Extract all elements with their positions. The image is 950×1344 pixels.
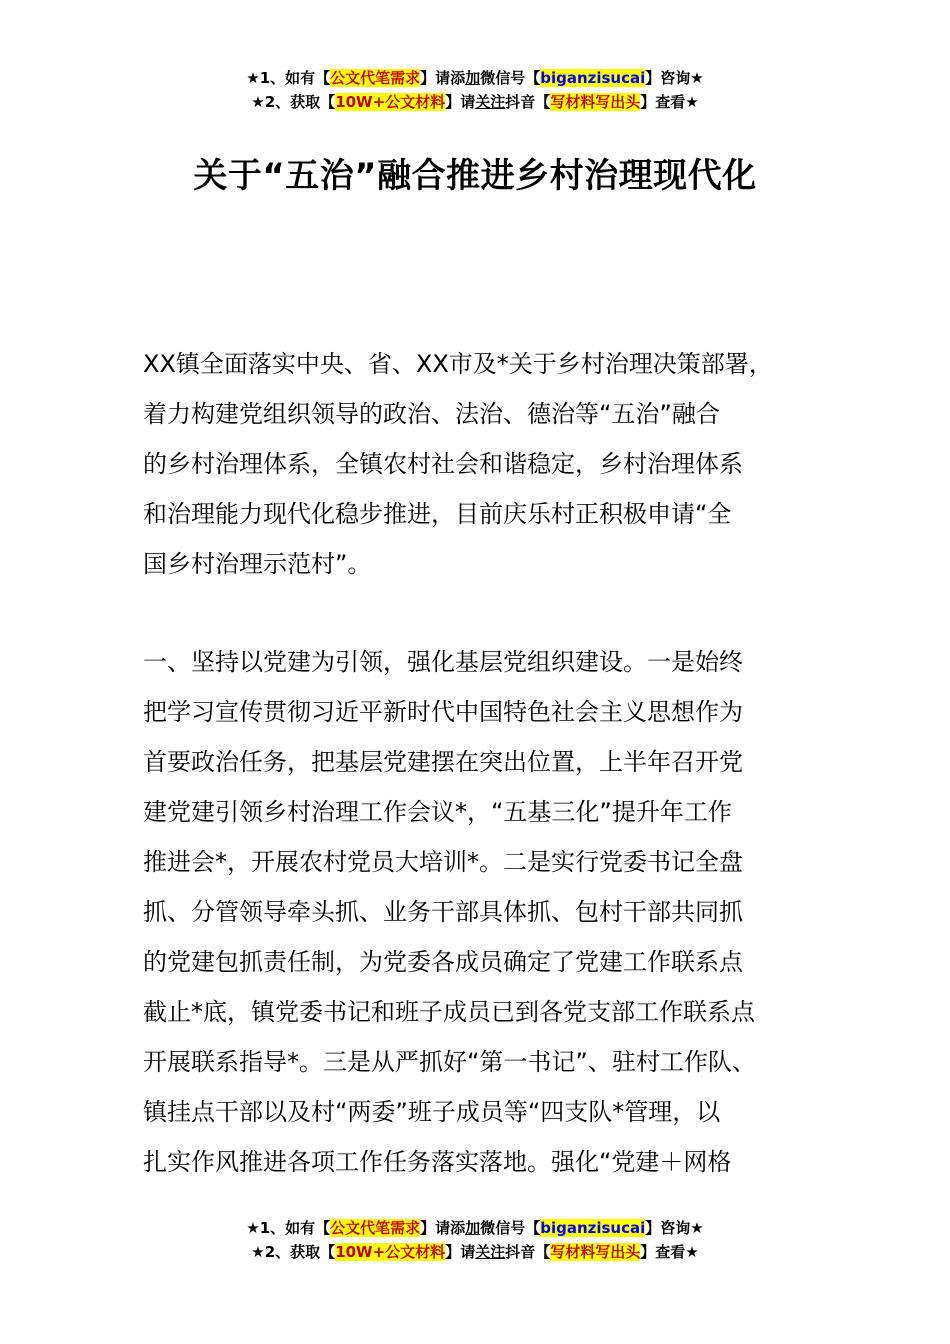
- banner-highlight: 写材料写出头: [550, 93, 641, 111]
- banner-highlight: 公文代笔需求: [330, 1219, 421, 1237]
- banner-text: 】请添: [420, 1219, 466, 1237]
- banner-line-1: [0, 66, 950, 90]
- banner-highlight: 写材料写出头: [550, 1243, 641, 1261]
- paragraph-line: 首要政治任务，把基层党建摆在突出位置，上半年召开党: [143, 748, 743, 776]
- banner-wechat-id: biganzisucai: [540, 1219, 646, 1237]
- banner-text: 】咨询★: [645, 69, 704, 87]
- banner-text: ★1、如有【: [246, 1219, 331, 1237]
- paragraph-line: 的党建包抓责任制，为党委各成员确定了党建工作联系点: [143, 948, 743, 976]
- banner-text: 微信号【: [480, 69, 541, 87]
- banner-text: 抖音【: [505, 93, 551, 111]
- banner-underline: 加: [465, 1219, 481, 1237]
- paragraph-intro: [143, 339, 833, 589]
- paragraph-line: 和治理能力现代化稳步推进，目前庆乐村正积极申请“全: [143, 500, 732, 528]
- paragraph-line: 扎实作风推进各项工作任务落实落地。强化“党建＋网格: [143, 1148, 732, 1176]
- paragraph-line: 把学习宣传贯彻习近平新时代中国特色社会主义思想作为: [143, 698, 743, 726]
- paragraph-line: 国乡村治理示范村”。: [143, 550, 372, 578]
- banner-text: ★2、获取【: [251, 93, 336, 111]
- footer-banner: [0, 1216, 950, 1264]
- banner-text: 】咨询★: [645, 1219, 704, 1237]
- banner-highlight: 10W+公文材料: [335, 1243, 446, 1261]
- banner-underline: 加: [465, 69, 481, 87]
- banner-text: 微信号【: [480, 1219, 541, 1237]
- banner-text: 】请添: [420, 69, 466, 87]
- banner-text: 】请: [445, 93, 476, 111]
- banner-underline: 关注: [475, 1243, 506, 1261]
- header-banner: [0, 66, 950, 114]
- banner-line-1: [0, 1216, 950, 1240]
- banner-text: 抖音【: [505, 1243, 551, 1261]
- paragraph-line: 的乡村治理体系，全镇农村社会和谐稳定，乡村治理体系: [143, 450, 743, 478]
- paragraph-line: 着力构建党组织领导的政治、法治、德治等“五治”融合: [143, 400, 720, 428]
- banner-highlight: 10W+公文材料: [335, 93, 446, 111]
- banner-underline: 关注: [475, 93, 506, 111]
- banner-line-2: [0, 1240, 950, 1264]
- paragraph-line: 建党建引领乡村治理工作会议*，“五基三化”提升年工作: [143, 798, 732, 826]
- document-title: 关于“五治”融合推进乡村治理现代化: [193, 156, 757, 196]
- paragraph-line: 一、坚持以党建为引领，强化基层党组织建设。一是始终: [143, 648, 743, 676]
- paragraph-line: 推进会*，开展农村党员大培训*。二是实行党委书记全盘: [143, 848, 743, 876]
- paragraph-section-1: [143, 637, 833, 1187]
- banner-highlight: 公文代笔需求: [330, 69, 421, 87]
- paragraph-line: 开展联系指导*。三是从严抓好“第一书记”、驻村工作队、: [143, 1048, 756, 1076]
- banner-text: 】请: [445, 1243, 476, 1261]
- banner-line-2: [0, 90, 950, 114]
- paragraph-line: 截止*底，镇党委书记和班子成员已到各党支部工作联系点: [143, 998, 755, 1026]
- banner-text: 】查看★: [640, 93, 699, 111]
- paragraph-line: XX镇全面落实中央、省、XX市及*关于乡村治理决策部署，: [143, 350, 773, 378]
- banner-text: 】查看★: [640, 1243, 699, 1261]
- paragraph-line: 抓、分管领导牵头抓、业务干部具体抓、包村干部共同抓: [143, 898, 743, 926]
- banner-text: ★1、如有【: [246, 69, 331, 87]
- paragraph-line: 镇挂点干部以及村“两委”班子成员等“四支队*管理，以: [143, 1098, 721, 1126]
- banner-wechat-id: biganzisucai: [540, 69, 646, 87]
- banner-text: ★2、获取【: [251, 1243, 336, 1261]
